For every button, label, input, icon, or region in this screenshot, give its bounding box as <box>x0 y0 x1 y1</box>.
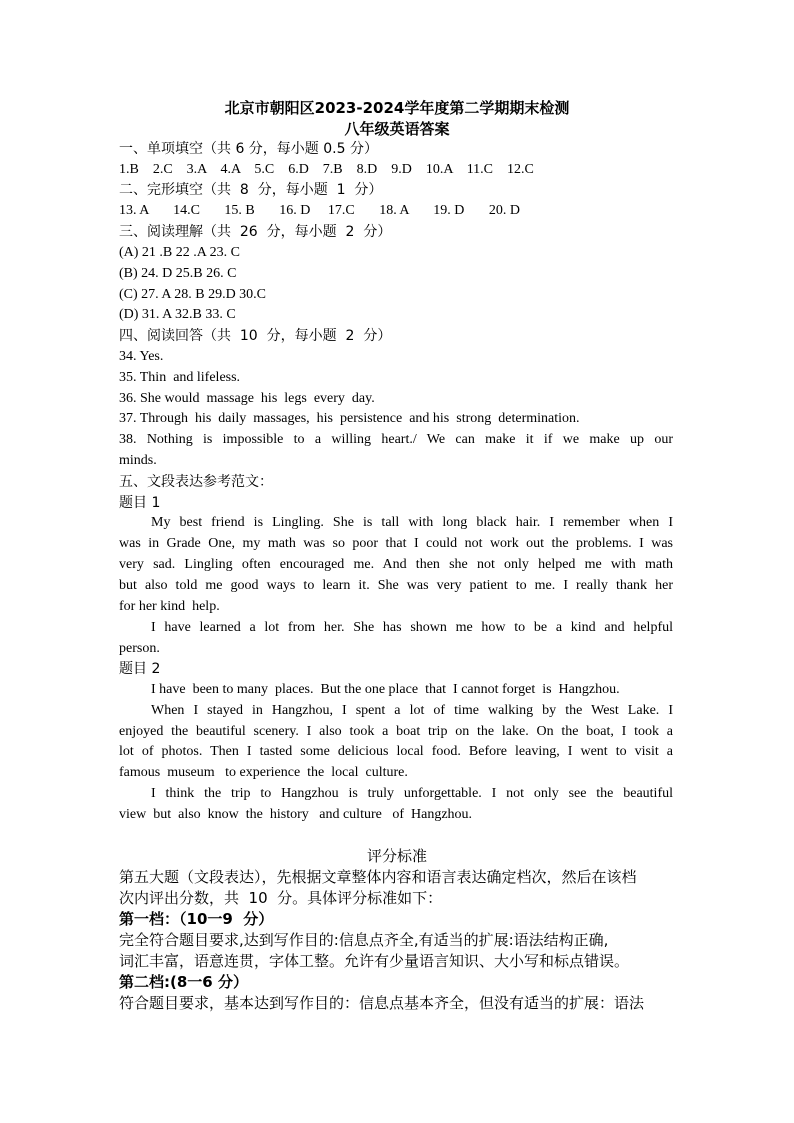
section3-line-a: (A) 21 .B 22 .A 23. C <box>119 245 240 260</box>
level1-heading: 第一档：（10一9 分） <box>119 910 274 928</box>
topic1-p1-line2: was in Grade One, my math was so poor that I could not work out the problems. I was <box>119 536 673 551</box>
answer-35: 35. Thin and lifeless. <box>119 370 241 385</box>
page-title: 北京市朝阳区2023-2024学年度第二学期期末检测 <box>224 99 570 117</box>
criteria-intro-line1: 第五大题（文段表达），先根据文章整体内容和语言表达确定档次，然后在该档 <box>119 868 637 886</box>
topic2-p3-line2: view but also know the history and culture of Hangzhou. <box>119 807 473 822</box>
topic1-p2-line2: person. <box>119 641 160 656</box>
topic2-p2-line2: enjoyed the beautiful scenery. I also took a boat trip on the lake. On the boat, I took a <box>119 724 673 739</box>
page-subtitle: 八年级英语答案 <box>344 120 450 138</box>
answer-38-line1: 38. Nothing is impossible to a willing heart./ We can make it if we make up our <box>119 432 673 447</box>
level2-line1: 符合题目要求，基本达到写作目的：信息点基本齐全，但没有适当的扩展：语法 <box>119 994 645 1012</box>
section5-heading: 五、文段表达参考范文： <box>119 474 273 490</box>
answer-37: 37. Through his daily massages, his persistence and his strong determination. <box>119 411 580 426</box>
topic1-p1-line3: very sad. Lingling often encouraged me. And then she not only helped me with math <box>119 557 673 572</box>
level1-line1: 完全符合题目要求,达到写作目的:信息点齐全,有适当的扩展:语法结构正确, <box>119 931 609 949</box>
section2-heading: 二、完形填空（共 8 分，每小题 1 分） <box>119 182 383 198</box>
level2-heading: 第二档:(8一6 分） <box>119 973 248 991</box>
answer-34: 34. Yes. <box>119 349 164 364</box>
topic1-p1-line1: My best friend is Lingling. She is tall with long black hair. I remember when I <box>151 515 673 530</box>
section3-heading: 三、阅读理解（共 26 分，每小题 2 分） <box>119 224 392 240</box>
topic2-p3-line1: I think the trip to Hangzhou is truly unforgettable. I not only see the beautiful <box>151 786 673 801</box>
answer-36: 36. She would massage his legs every day. <box>119 391 375 406</box>
section1-answers: 1.B 2.C 3.A 4.A 5.C 6.D 7.B 8.D 9.D 10.A 11.C 12.C <box>119 162 534 177</box>
section3-line-c: (C) 27. A 28. B 29.D 30.C <box>119 287 267 302</box>
section4-heading: 四、阅读回答（共 10 分，每小题 2 分） <box>119 328 392 344</box>
topic2-label: 题目 2 <box>119 661 161 677</box>
section3-line-d: (D) 31. A 32.B 33. C <box>119 307 236 322</box>
topic1-p2-line1: I have learned a lot from her. She has shown me how to be a kind and helpful <box>151 620 673 635</box>
criteria-intro-line2: 次内评出分数，共 10 分。具体评分标准如下： <box>119 889 443 907</box>
level1-line2: 词汇丰富，语意连贯，字体工整。允许有少量语言知识、大小写和标点错误。 <box>119 952 630 970</box>
topic1-label: 题目 1 <box>119 495 161 511</box>
section3-line-b: (B) 24. D 25.B 26. C <box>119 266 237 281</box>
topic2-p1: I have been to many places. But the one place that I cannot forget is Hangzhou. <box>151 682 620 697</box>
topic2-p2-line1: When I stayed in Hangzhou, I spent a lot of time walking by the West Lake. I <box>151 703 673 718</box>
topic2-p2-line3: lot of photos. Then I tasted some delicious local food. Before leaving, I went to visit a <box>119 744 673 759</box>
section2-answers: 13. A 14.C 15. B 16. D 17.C 18. A 19. D 20. D <box>119 203 520 218</box>
answer-38-line2: minds. <box>119 453 157 468</box>
topic1-p1-line4: but also told me good ways to learn it. She was very patient to me. I really thank her <box>119 578 673 593</box>
section1-heading: 一、单项填空（共 6 分，每小题 0.5 分） <box>119 141 378 157</box>
topic2-p2-line4: famous museum to experience the local culture. <box>119 765 408 780</box>
criteria-title: 评分标准 <box>366 847 427 865</box>
topic1-p1-line5: for her kind help. <box>119 599 220 614</box>
